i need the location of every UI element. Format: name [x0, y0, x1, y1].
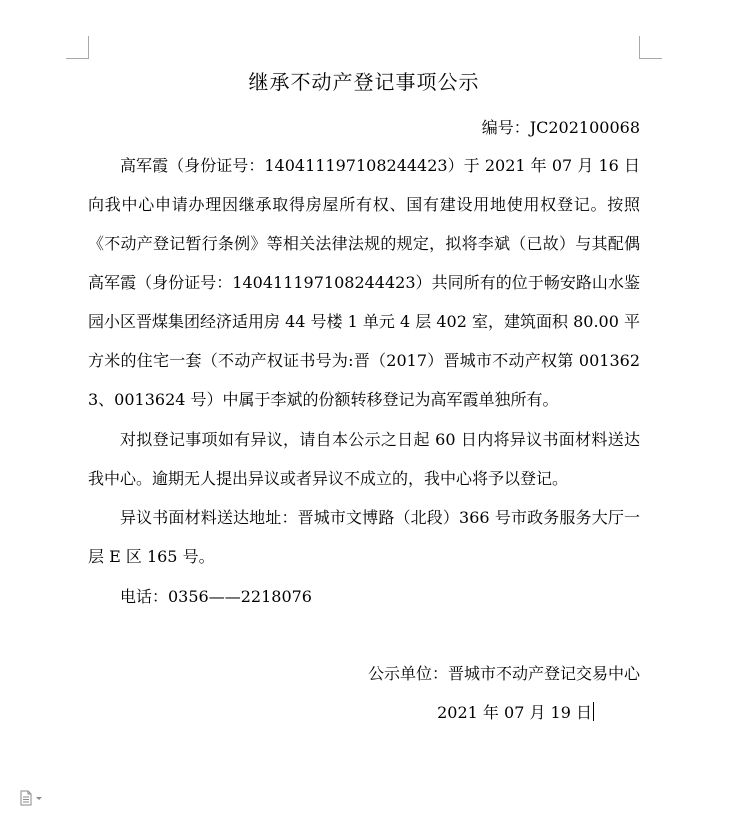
publish-date-line	[88, 694, 640, 731]
margin-corner-top-left	[66, 36, 89, 59]
text-cursor	[593, 702, 594, 721]
chevron-down-icon	[36, 797, 42, 800]
document-title: 继承不动产登记事项公示	[248, 70, 480, 94]
blank-line	[88, 616, 640, 655]
paragraph-phone: 电话：0356——2218076	[120, 587, 312, 606]
document-status-icon[interactable]	[18, 790, 48, 806]
publisher-line: 公示单位：晋城市不动产登记交易中心	[367, 664, 640, 683]
document-number: 编号：JC202100068	[481, 118, 640, 137]
margin-corner-top-right	[639, 36, 662, 59]
paragraph-address: 异议书面材料送达地址：晋城市文博路（北段）366 号市政务服务大厅一层 E 区 165 号。	[88, 508, 640, 566]
document-body[interactable]	[88, 62, 640, 731]
paragraph-applicant: 高军霞（身份证号：140411197108244423）于 2021 年 07 月 16 日向我中心申请办理因继承取得房屋所有权、国有建设用地使用权登记。按照《不动产登记暂行条例》等相关法律法规的规定，拟将李斌（已故）与其配偶高军霞（身份证号：140411197108244423）共同所有的位于畅安路山水鉴园小区晋煤集团经济适用房 44 号楼 1 单元 4 层 402 室，建筑面积 80.00 平方米的住宅一套（不动产权证书号为:晋（2017）晋城市不动产权第 0013623、0013624 号）中属于李斌的份额转移登记为高军霞单独所有。	[88, 156, 640, 409]
page-icon	[18, 790, 48, 806]
paragraph-objection: 对拟登记事项如有异议，请自本公示之日起 60 日内将异议书面材料送达我中心。逾期无人提出异议或者异议不成立的，我中心将予以登记。	[88, 430, 640, 488]
publish-date: 2021 年 07 月 19 日	[437, 703, 592, 722]
